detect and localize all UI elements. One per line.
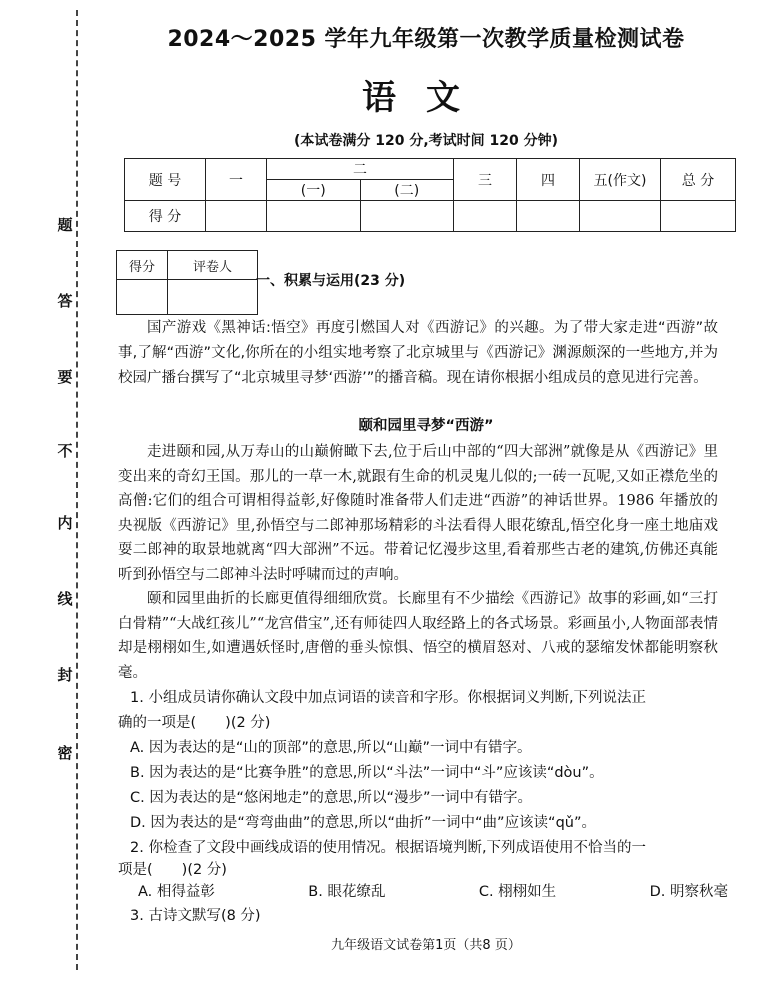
- col-1: 一: [206, 159, 267, 201]
- grader-score-label: 得分: [117, 251, 168, 280]
- passage-title: 颐和园里寻梦“西游”: [358, 418, 494, 434]
- question-1-line-1: 1. 小组成员请你确认文段中加点词语的读音和字形。你根据词义判断,下列说法正: [130, 690, 647, 706]
- col-total: 总 分: [661, 159, 736, 201]
- cut-line: [76, 10, 78, 970]
- grader-label: 评卷人: [168, 251, 258, 280]
- question-1-option-b: B. 因为表达的是“比赛争胜”的意思,所以“斗法”一词中“斗”应该读“dòu”。: [130, 765, 604, 781]
- score-cell[interactable]: [661, 201, 736, 232]
- col-4: 四: [517, 159, 580, 201]
- margin-char: 密: [57, 744, 73, 762]
- question-2-line-2: 项是( )(2 分): [118, 862, 227, 878]
- margin-char: 线: [57, 590, 73, 608]
- question-2-line-1: 2. 你检查了文段中画线成语的使用情况。根据语境判断,下列成语使用不恰当的一: [130, 840, 647, 856]
- question-2-options: [138, 880, 728, 901]
- exam-info: (本试卷满分 120 分,考试时间 120 分钟): [293, 133, 559, 149]
- passage-paragraph-1: 走进颐和园,从万寿山的山巅俯瞰下去,位于后山中部的“四大部洲”就像是从《西游记》里变出来的奇幻王国。那儿的一草一木,就跟有生命的机灵鬼儿似的;一砖一瓦呢,又如正襟危坐的高僧:它们的组合可谓相得益彰,好像随时准备带人们走进“西游”的神话世界。1986 年播放的央视版《西游记》里,孙悟空与二郎神那场精彩的斗法看得人眼花缭乱,悟空化身一座土地庙戏耍二郎神的取景地就离“四大部洲”不远。带着记忆漫步这里,看着那些古老的建筑,仿佛还真能听到孙悟空与二郎神斗法时呼啸而过的声响。: [118, 444, 718, 583]
- question-1-option-d: D. 因为表达的是“弯弯曲曲”的意思,所以“曲折”一词中“曲”应该读“qǔ”。: [130, 815, 596, 831]
- question-3: 3. 古诗文默写(8 分): [130, 908, 261, 924]
- margin-char: 答: [57, 292, 73, 310]
- col-2: 二: [267, 159, 454, 180]
- exam-title: 2024～2025 学年九年级第一次教学质量检测试卷: [167, 27, 685, 52]
- binding-margin: [0, 0, 100, 992]
- question-1-option-a: A. 因为表达的是“山的顶部”的意思,所以“山巅”一词中有错字。: [130, 740, 532, 756]
- col-5: 五(作文): [580, 159, 661, 201]
- col-2a: (一): [267, 180, 361, 201]
- col-2b: (二): [360, 180, 454, 201]
- score-cell[interactable]: [267, 201, 361, 232]
- margin-char: 不: [57, 442, 73, 460]
- grader-table: [116, 250, 258, 315]
- margin-char: 题: [57, 216, 73, 234]
- score-cell[interactable]: [360, 201, 454, 232]
- page-footer: 九年级语文试卷第1页（共8 页）: [331, 938, 521, 953]
- question-1-option-c: C. 因为表达的是“悠闲地走”的意思,所以“漫步”一词中有错字。: [130, 790, 532, 806]
- margin-char: 内: [57, 514, 73, 532]
- section-intro: 国产游戏《黑神话:悟空》再度引燃国人对《西游记》的兴趣。为了带大家走进“西游”故事,了解“西游”文化,你所在的小组实地考察了北京城里与《西游记》渊源颇深的一些地方,并为校园广播台撰写了“北京城里寻梦‘西游’”的播音稿。现在请你根据小组成员的意见进行完善。: [118, 320, 718, 386]
- subject-title: 语文: [362, 78, 490, 118]
- question-1-line-2: 确的一项是( )(2 分): [118, 715, 271, 731]
- question-2-option: C. 栩栩如生: [478, 884, 557, 900]
- grader-score-cell[interactable]: [117, 280, 168, 315]
- row-label-question: 题 号: [125, 159, 206, 201]
- margin-char: 封: [57, 666, 73, 684]
- score-cell[interactable]: [454, 201, 517, 232]
- passage-paragraph-2: 颐和园里曲折的长廊更值得细细欣赏。长廊里有不少描绘《西游记》故事的彩画,如“三打白骨精”“大战红孩儿”“龙宫借宝”,还有师徒四人取经路上的各式场景。彩画虽小,人物面部表情却是栩栩如生,如遭遇妖怪时,唐僧的垂头惊惧、悟空的横眉怒对、八戒的瑟缩发怵都能明察秋毫。: [118, 591, 718, 681]
- score-cell[interactable]: [580, 201, 661, 232]
- question-2-option: D. 明察秋毫: [649, 884, 728, 900]
- section-heading: 一、积累与运用(23 分): [256, 273, 406, 289]
- col-3: 三: [454, 159, 517, 201]
- question-2-option: A. 相得益彰: [138, 884, 215, 900]
- score-cell[interactable]: [206, 201, 267, 232]
- grader-name-cell[interactable]: [168, 280, 258, 315]
- score-cell[interactable]: [517, 201, 580, 232]
- margin-char: 要: [57, 368, 73, 386]
- row-label-score: 得 分: [125, 201, 206, 232]
- question-2-option: B. 眼花缭乱: [308, 884, 386, 900]
- score-table: [124, 158, 736, 232]
